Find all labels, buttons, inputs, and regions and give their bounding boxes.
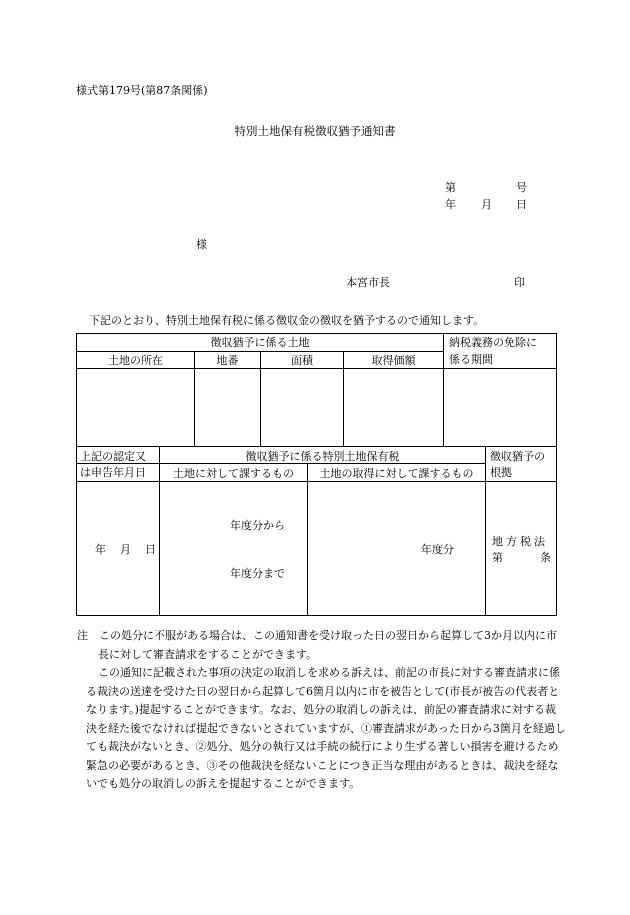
- date-day: 日: [516, 198, 527, 211]
- tax-date-day: 日: [145, 543, 156, 556]
- note-lawsuit: この通知に記載された事項の決定の取消しを求める訴えは、前記の市長に対する審査請求に係る裁決の送達を受けた日の翌日から起算して6箇月以内に市を被告として(市長が被告の代表者となります。)提起することができます。なお、処分の取消しの訴えは、前記の審査請求に対する裁決を経た後でなければ提起できないとされていますが、①審査請求があった日から3箇月を経過しても裁決がないとき、②処分、処分の執行又は手続の続行により生ずる著しい損害を避けるため緊急の必要があるとき、③その他裁決を経ないことにつき正当な理由があるときは、裁決を経ないでも処分の取消しの訴えを提起することができます。: [86, 666, 566, 790]
- fiscal-to: 年度分まで: [230, 567, 285, 580]
- number-prefix: 第: [445, 181, 456, 194]
- date-year: 年: [445, 198, 456, 211]
- basis-law: 地方税法: [492, 535, 548, 548]
- seal-mark: 印: [514, 276, 525, 289]
- basis-article-prefix: 第: [492, 551, 503, 564]
- intro-text: 下記のとおり、特別土地保有税に係る徴収金の徴収を猶予するので通知します。: [89, 314, 485, 327]
- date-header-line1: 上記の認定又: [80, 450, 146, 463]
- tax-date-month: 月: [120, 543, 131, 556]
- col-land-location: 土地の所在: [108, 354, 163, 367]
- issuer-name: 本宮市長: [346, 276, 390, 289]
- notes-section: [77, 627, 567, 794]
- date-month: 月: [481, 198, 492, 211]
- col-area: 面積: [291, 354, 313, 367]
- basis-article-suffix: 条: [540, 551, 551, 564]
- form-number: 様式第179号(第87条関係): [76, 84, 208, 97]
- land-group-header: 徴収猶予に係る土地: [210, 336, 310, 349]
- basis-header-line1: 徴収猶予の: [490, 450, 545, 463]
- period-header-line1: 納税義務の免除に: [449, 336, 537, 349]
- col-acquisition-price: 取得価額: [371, 354, 416, 367]
- number-suffix: 号: [516, 181, 527, 194]
- document-title: 特別土地保有税徴収猶予通知書: [234, 124, 396, 138]
- addressee-honorific: 様: [196, 238, 207, 251]
- fiscal-from: 年度分から: [230, 519, 285, 532]
- date-header-line2: は申告年月日: [80, 466, 146, 479]
- col-tax-on-land: 土地に対して課するもの: [173, 467, 294, 480]
- note-appeal: 注 この処分に不服がある場合は、この通知書を受け取った日の翌日から起算して3か月以内に市長に対して審査請求をすることができます。: [77, 629, 557, 661]
- fiscal-acquisition: 年度分: [421, 543, 454, 556]
- col-lot-number: 地番: [216, 354, 239, 367]
- tax-group-header: 徴収猶予に係る特別土地保有税: [245, 450, 400, 463]
- tax-date-year: 年: [95, 543, 106, 556]
- basis-header-line2: 根拠: [490, 466, 512, 479]
- period-header-line2: 係る期間: [449, 353, 493, 366]
- col-tax-on-acquisition: 土地の取得に対して課するもの: [319, 467, 474, 480]
